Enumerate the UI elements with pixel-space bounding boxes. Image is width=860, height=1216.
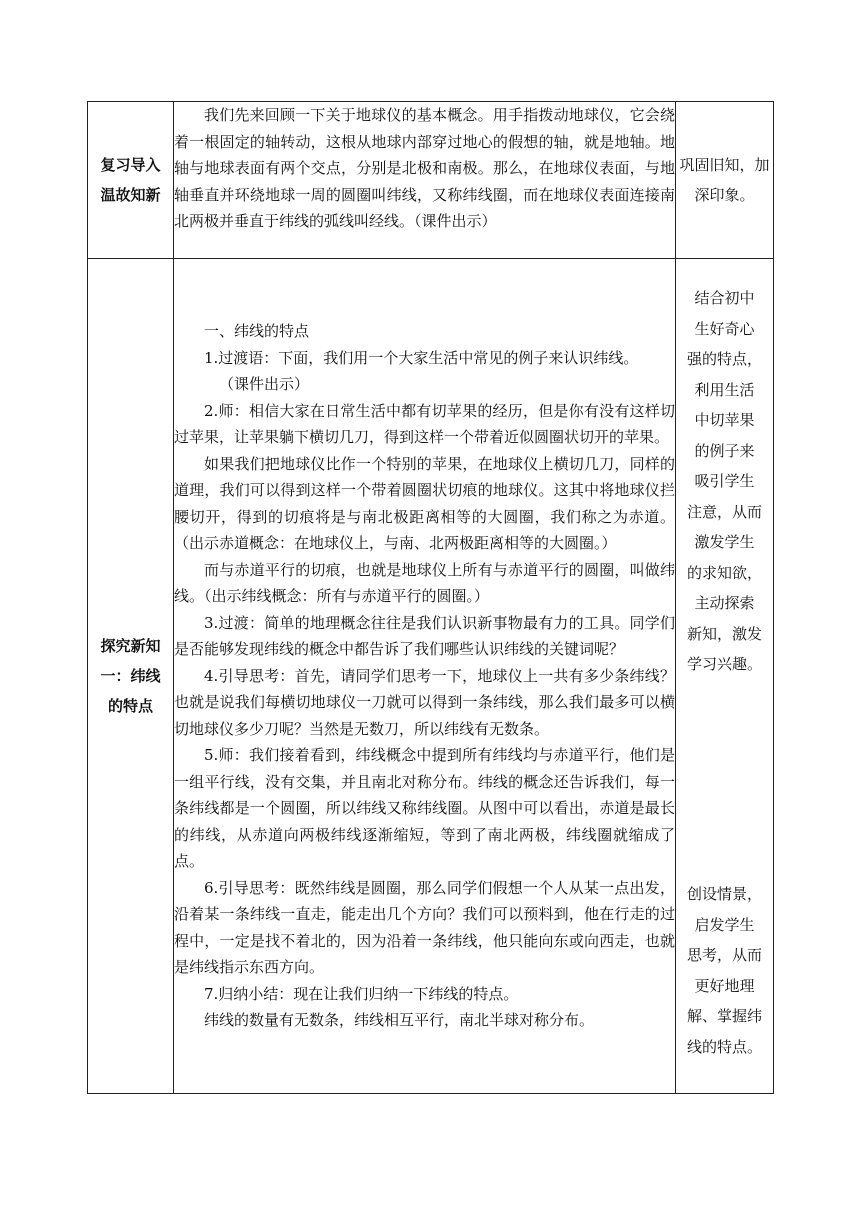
content-paragraph: 6.引导思考：既然纬线是圆圈，那么同学们假想一个人从某一点出发，沿着某一条纬线一直走，能走出几个方向？我们可以预料到，他在行走的过程中，一定是找不着北的，因为沿着一条纬线，他只能向东或向西走，也就是纬线指示东西方向。 <box>174 878 675 977</box>
intent-cell-latitude <box>676 259 774 1094</box>
content-paragraph: 1.过渡语：下面，我们用一个大家生活中常见的例子来认识纬线。 <box>204 348 639 367</box>
table-row-latitude <box>88 259 774 1094</box>
intent-line: 创设情景， <box>686 885 762 903</box>
content-paragraph: 2.师：相信大家在日常生活中都有切苹果的经历，但是你有没有这样切过苹果，让苹果躺下横切几刀，得到这样一个带着近似圆圈状切开的苹果。 <box>174 401 675 447</box>
intent-line: 吸引学生 <box>694 472 755 490</box>
stage-label-line: 温故知新 <box>100 186 161 204</box>
content-paragraph: （课件出示） <box>219 375 310 394</box>
intent-line: 的例子来 <box>694 441 755 460</box>
stage-cell-review <box>88 102 174 259</box>
stage-label-line: 的特点 <box>107 697 153 715</box>
intent-block-interest <box>680 283 769 680</box>
intent-line: 解、掌握纬 <box>686 1007 762 1025</box>
intent-line: 学习兴趣。 <box>686 655 762 673</box>
intent-line: 思考，从而 <box>686 946 762 964</box>
intent-line: 利用生活 <box>694 380 755 399</box>
intent-line: 中切苹果 <box>694 411 755 429</box>
lesson-plan-table <box>87 101 774 1094</box>
content-paragraph: 5.师：我们接着看到，纬线概念中提到所有纬线均与赤道平行，他们是一组平行线，没有交集，并且南北对称分布。纬线的概念还告诉我们，每一条纬线都是一个圆圈，所以纬线又称纬线圈。从图中可以看出，赤道是最长的纬线，从赤道向两极纬线逐渐缩短，等到了南北两极，纬线圈就缩成了点。 <box>174 746 675 871</box>
intent-cell-review <box>676 102 774 259</box>
content-paragraph: 而与赤道平行的切痕，也就是地球仪上所有与赤道平行的圆圈，叫做纬线。（出示纬线概念：所有与赤道平行的圆圈。） <box>174 560 675 606</box>
intent-line: 启发学生 <box>694 915 755 934</box>
stage-label-review <box>88 150 173 210</box>
content-paragraph: 如果我们把地球仪比作一个特别的苹果，在地球仪上横切几刀，同样的道理，我们可以得到这样一个带着圆圈状切痕的地球仪。这其中将地球仪拦腰切开，得到的切痕将是与南北极距离相等的大圆圈，我们称之为赤道。（出示赤道概念：在地球仪上，与南、北两极距离相等的大圆圈。） <box>174 454 675 553</box>
stage-label-line: 一：纬线 <box>100 667 161 685</box>
intent-block-understanding <box>680 879 769 1062</box>
stage-label-line: 复习导入 <box>100 156 161 174</box>
intent-line: 注意，从而 <box>686 502 762 521</box>
intent-line: 更好地理 <box>694 976 755 995</box>
intent-line: 主动探索 <box>694 594 755 612</box>
intent-line: 激发学生 <box>694 533 755 551</box>
intent-line: 线的特点。 <box>686 1037 762 1056</box>
content-cell-latitude <box>174 259 676 1094</box>
content-cell-review <box>174 102 676 259</box>
stage-label-latitude <box>88 631 173 721</box>
intent-stack <box>676 259 773 1093</box>
table-row-review <box>88 102 774 259</box>
content-paragraph: 3.过渡：简单的地理概念往往是我们认识新事物最有力的工具。同学们是否能够发现纬线的概念中都告诉了我们哪些认识纬线的关键词呢？ <box>174 613 675 659</box>
content-paragraph: 纬线的数量有无数条，纬线相互平行，南北半球对称分布。 <box>204 1011 595 1030</box>
intent-text-review: 巩固旧知，加深印象。 <box>679 155 770 204</box>
intent-line: 生好奇心 <box>694 319 755 338</box>
content-paragraph: 7.归纳小结：现在让我们归纳一下纬线的特点。 <box>204 984 519 1003</box>
intent-line: 结合初中 <box>694 289 755 307</box>
intent-line: 的求知欲， <box>686 563 762 582</box>
section-heading: 一、纬线的特点 <box>204 322 310 341</box>
stage-cell-latitude <box>88 259 174 1094</box>
stage-label-line: 探究新知 <box>100 637 161 655</box>
review-paragraph: 我们先来回顾一下关于地球仪的基本概念。用手指拨动地球仪，它会绕着一根固定的轴转动，这根从地球内部穿过地心的假想的轴，就是地轴。地轴与地球表面有两个交点，分别是北极和南极。那么，在地球仪表面，与地轴垂直并环绕地球一周的圆圈叫纬线，又称纬线圈，而在地球仪表面连接南北两极并垂直于纬线的弧线叫经线。（课件出示） <box>174 106 675 230</box>
intent-line: 强的特点， <box>686 350 762 368</box>
intent-line: 新知，激发 <box>686 624 762 643</box>
content-paragraph: 4.引导思考：首先，请同学们思考一下，地球仪上一共有多少条纬线？也就是说我们每横切地球仪一刀就可以得到一条纬线，那么我们最多可以横切地球仪多少刀呢？当然是无数刀，所以纬线有无数条。 <box>174 666 675 738</box>
